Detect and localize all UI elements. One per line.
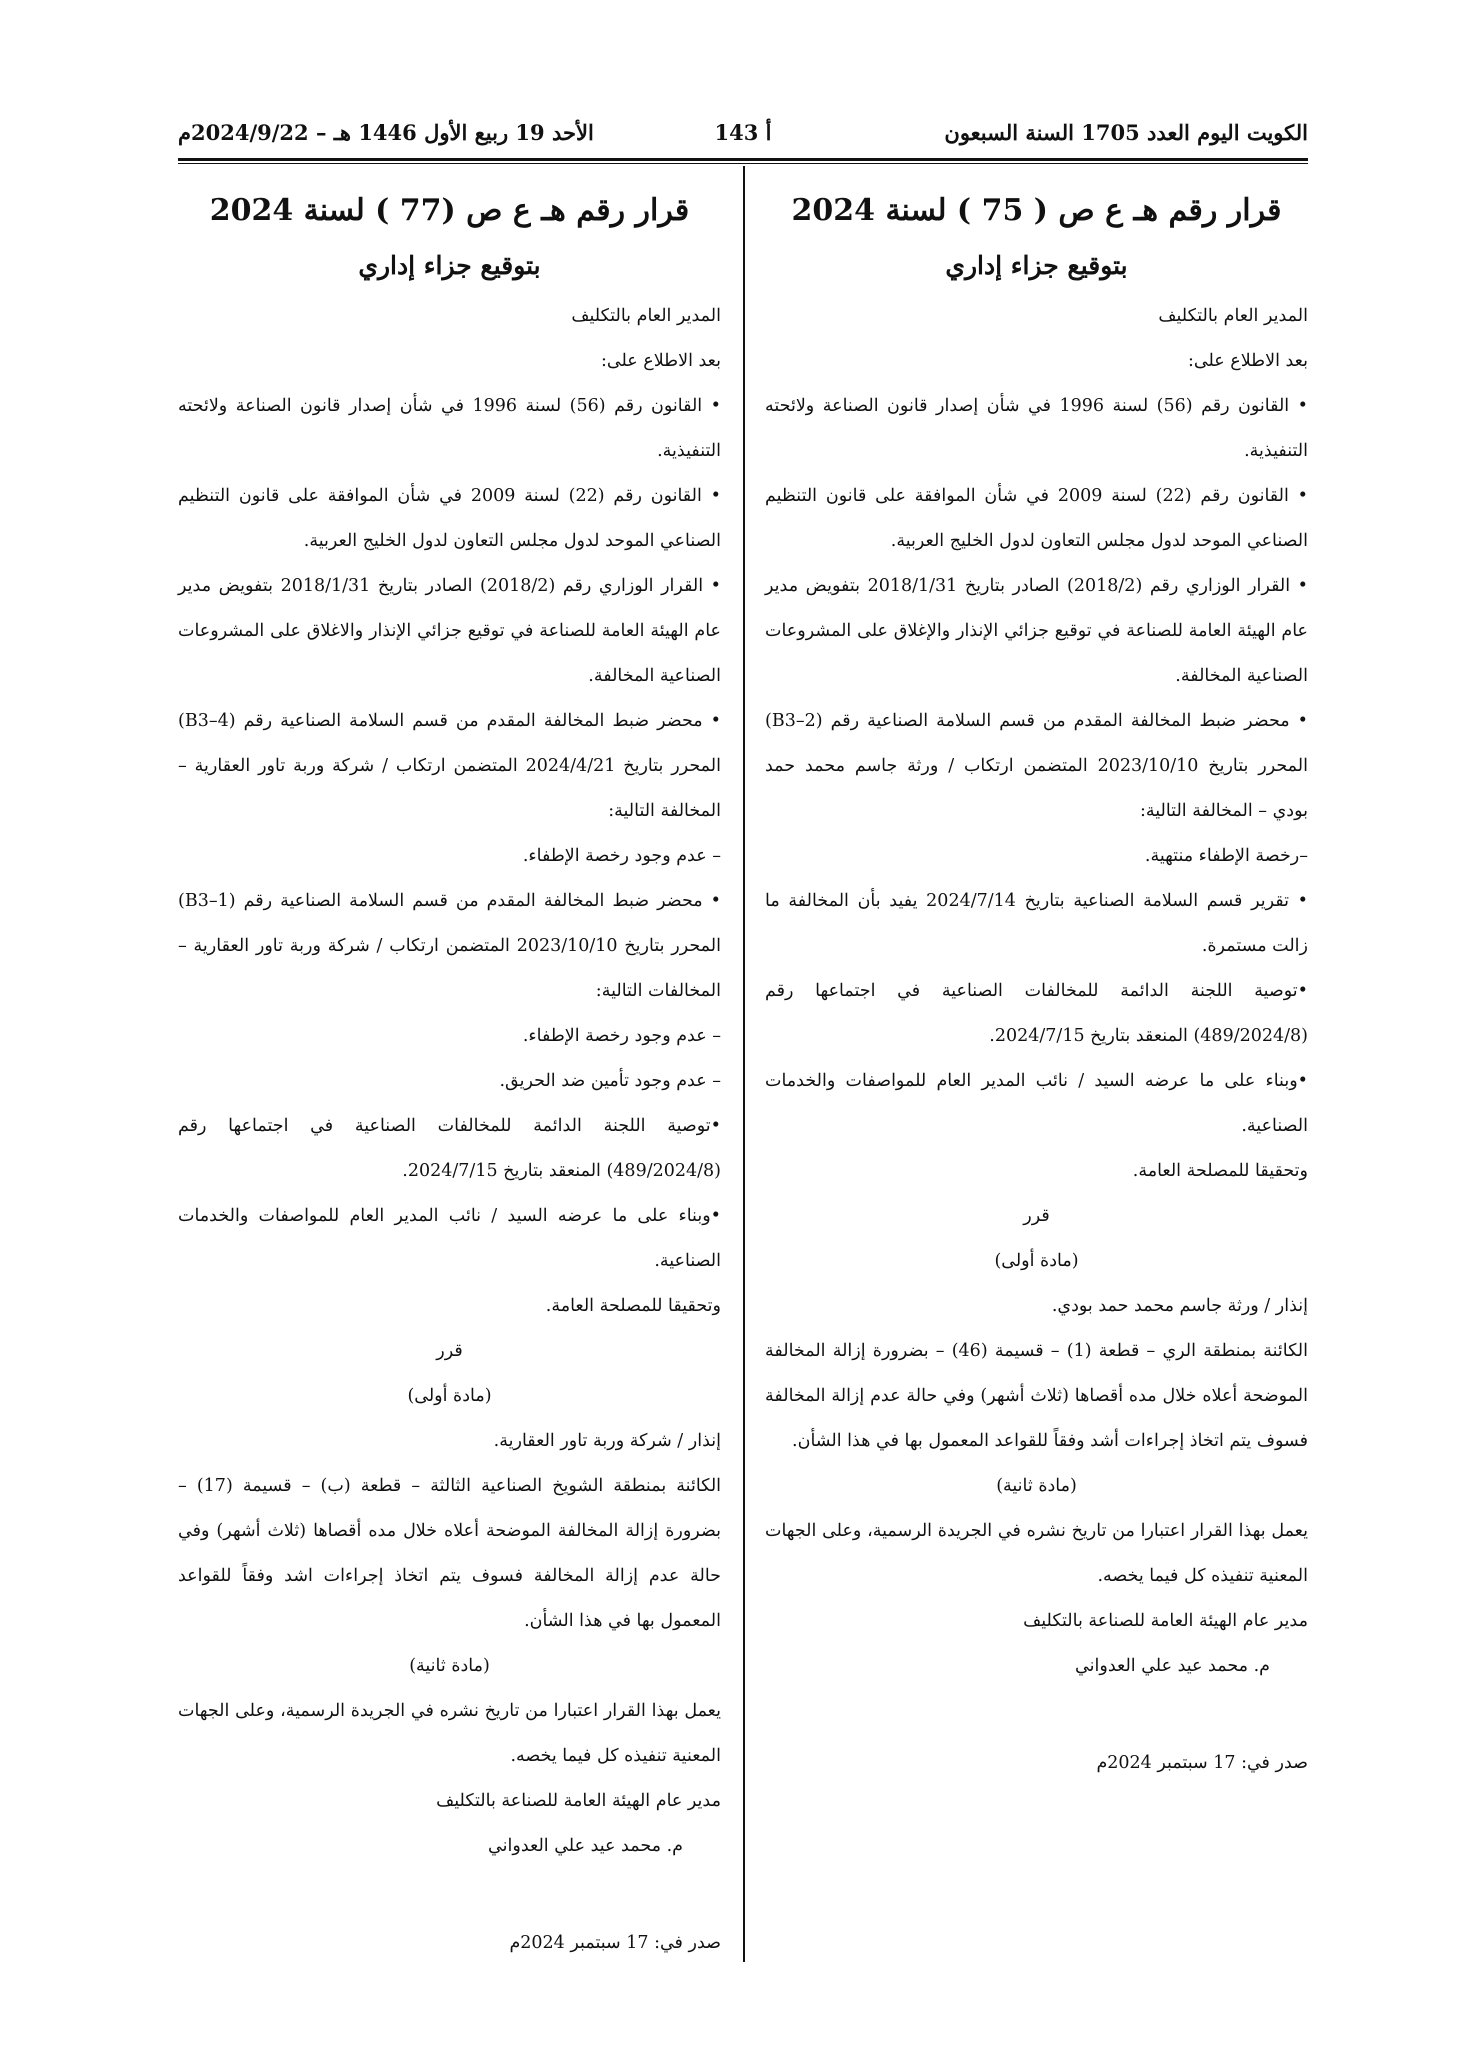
header-date: الأحد 19 ربيع الأول 1446 هـ – 2024/9/22م: [178, 120, 594, 145]
body-line: – عدم وجود رخصة الإطفاء.: [522, 846, 721, 866]
body-line: المدير العام بالتكليف: [571, 306, 721, 326]
body-line: بعد الاطلاع على:: [1188, 351, 1308, 371]
header-rule-thin: [178, 163, 1308, 164]
body-line: • محضر ضبط المخالفة المقدم من قسم السلامة الصناعية رقم (B3–4) المحرر بتاريخ 2024/4/21 المتضمن ارتكاب / شركة وربة تاور العقارية – المخالفة التالية:: [178, 711, 721, 821]
decision-heading: قرر: [436, 1341, 463, 1361]
decision-heading: قرر: [1023, 1206, 1050, 1226]
body-line: المدير العام بالتكليف: [1158, 306, 1308, 326]
article-line: يعمل بهذا القرار اعتبارا من تاريخ نشره في الجريدة الرسمية، وعلى الجهات المعنية تنفيذه كل فيما يخصه.: [765, 1521, 1308, 1586]
header-issue-info: الكويت اليوم العدد 1705 السنة السبعون: [944, 120, 1308, 145]
decision-subtitle: بتوقيع جزاء إداري: [945, 251, 1128, 280]
body-line: • القرار الوزاري رقم (2018/2) الصادر بتاريخ 2018/1/31 بتفويض مدير عام الهيئة العامة للصناعة في توقيع جزائي الإنذار والاغلاق على المشروعات الصناعية المخالفة.: [178, 576, 721, 686]
article-line: يعمل بهذا القرار اعتبارا من تاريخ نشره في الجريدة الرسمية، وعلى الجهات المعنية تنفيذه كل فيما يخصه.: [178, 1701, 721, 1766]
article-heading: (مادة ثانية): [409, 1656, 490, 1676]
article-line: إنذار / ورثة جاسم محمد حمد بودي.: [1051, 1296, 1308, 1316]
body-line: •توصية اللجنة الدائمة للمخالفات الصناعية في اجتماعها رقم (489/2024/8) المنعقد بتاريخ 2024/7/15.: [765, 981, 1308, 1046]
signer-title: مدير عام الهيئة العامة للصناعة بالتكليف: [1023, 1611, 1308, 1631]
body-line: • القانون رقم (56) لسنة 1996 في شأن إصدار قانون الصناعة ولائحته التنفيذية.: [765, 396, 1308, 461]
issue-date: صدر في: 17 سبتمبر 2024م: [509, 1933, 721, 1953]
body-line: •وبناء على ما عرضه السيد / نائب المدير العام للمواصفات والخدمات الصناعية.: [178, 1206, 721, 1271]
body-line: • القانون رقم (22) لسنة 2009 في شأن الموافقة على قانون التنظيم الصناعي الموحد لدول مجلس التعاون لدول الخليج العربية.: [765, 486, 1308, 551]
body-line: • القرار الوزاري رقم (2018/2) الصادر بتاريخ 2018/1/31 بتفويض مدير عام الهيئة العامة للصناعة في توقيع جزائي الإنذار والإغلاق على المشروعات الصناعية المخالفة.: [765, 576, 1308, 686]
signer-name: م. محمد عيد علي العدواني: [1075, 1656, 1270, 1676]
signer-title: مدير عام الهيئة العامة للصناعة بالتكليف: [436, 1791, 721, 1811]
body-line: –رخصة الإطفاء منتهية.: [1144, 846, 1308, 866]
decision-title: قرار رقم هـ ع ص ( 75 ) لسنة 2024: [791, 193, 1282, 228]
body-line: • محضر ضبط المخالفة المقدم من قسم السلامة الصناعية رقم (B3–2) المحرر بتاريخ 2023/10/10 المتضمن ارتكاب / ورثة جاسم محمد حمد بودي – المخالفة التالية:: [765, 711, 1308, 821]
article-heading: (مادة ثانية): [996, 1476, 1077, 1496]
body-line: • محضر ضبط المخالفة المقدم من قسم السلامة الصناعية رقم (B3–1) المحرر بتاريخ 2023/10/10 المتضمن ارتكاب / شركة وربة تاور العقارية – المخالفات التالية:: [178, 891, 721, 1001]
body-line: وتحقيقا للمصلحة العامة.: [1132, 1161, 1308, 1181]
body-line: •توصية اللجنة الدائمة للمخالفات الصناعية في اجتماعها رقم (489/2024/8) المنعقد بتاريخ 2024/7/15.: [178, 1116, 721, 1181]
page-header: [178, 120, 1308, 156]
body-line: بعد الاطلاع على:: [601, 351, 721, 371]
article-line: الكائنة بمنطقة الري – قطعة (1) – قسيمة (46) – بضرورة إزالة المخالفة الموضحة أعلاه خلال مده أقصاها (ثلاث أشهر) وفي حالة عدم إزالة المخالفة فسوف يتم اتخاذ إجراءات أشد وفقاً للقواعد المعمول بها في هذا الشأن.: [765, 1341, 1308, 1451]
header-rule-thick: [178, 158, 1308, 161]
header-page-number: أ 143: [714, 120, 772, 145]
signer-name: م. محمد عيد علي العدواني: [488, 1836, 683, 1856]
decision-title: قرار رقم هـ ع ص (77 ) لسنة 2024: [209, 193, 690, 228]
body-line: • تقرير قسم السلامة الصناعية بتاريخ 2024/7/14 يفيد بأن المخالفة ما زالت مستمرة.: [765, 891, 1309, 956]
body-line: • القانون رقم (22) لسنة 2009 في شأن الموافقة على قانون التنظيم الصناعي الموحد لدول مجلس التعاون لدول الخليج العربية.: [178, 486, 721, 551]
column-divider: [743, 166, 745, 1962]
article-heading: (مادة أولى): [407, 1386, 492, 1406]
body-line: وتحقيقا للمصلحة العامة.: [545, 1296, 721, 1316]
body-line: • القانون رقم (56) لسنة 1996 في شأن إصدار قانون الصناعة ولائحته التنفيذية.: [178, 396, 721, 461]
decision-75-column: [765, 166, 1308, 1786]
body-line: – عدم وجود رخصة الإطفاء.: [522, 1026, 721, 1046]
article-heading: (مادة أولى): [994, 1251, 1079, 1271]
decision-77-column: [178, 166, 721, 1966]
article-line: الكائنة بمنطقة الشويخ الصناعية الثالثة – قطعة (ب) – قسيمة (17) – بضرورة إزالة المخالفة الموضحة أعلاه خلال مده أقصاها (ثلاث أشهر) وفي حالة عدم إزالة المخالفة فسوف يتم اتخاذ إجراءات اشد وفقاً للقواعد المعمول بها في هذا الشأن.: [178, 1476, 722, 1631]
decision-subtitle: بتوقيع جزاء إداري: [358, 251, 541, 280]
body-line: •وبناء على ما عرضه السيد / نائب المدير العام للمواصفات والخدمات الصناعية.: [765, 1071, 1308, 1136]
article-line: إنذار / شركة وربة تاور العقارية.: [493, 1431, 721, 1451]
issue-date: صدر في: 17 سبتمبر 2024م: [1096, 1753, 1308, 1773]
body-line: – عدم وجود تأمين ضد الحريق.: [499, 1071, 721, 1091]
